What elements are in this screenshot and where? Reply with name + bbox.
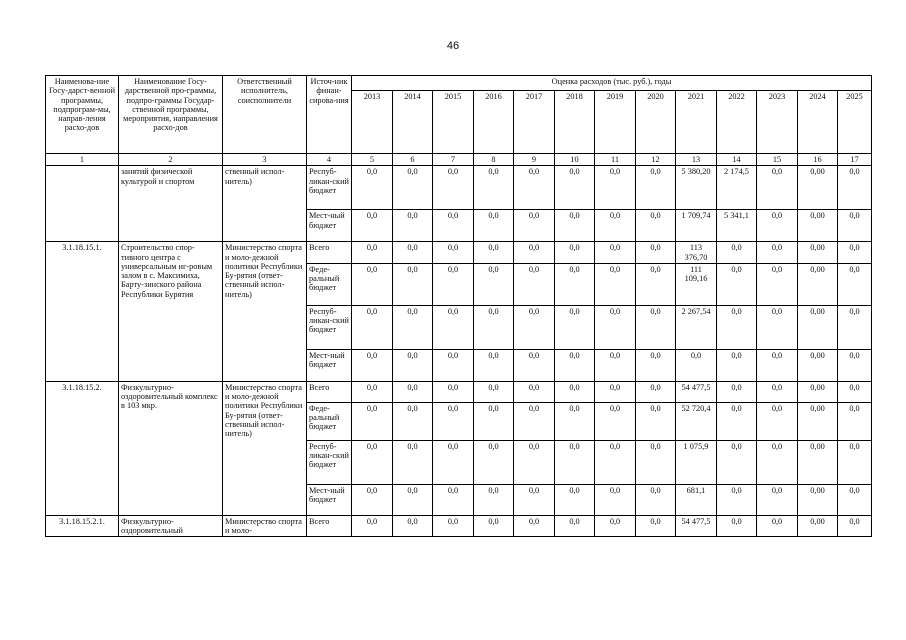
column-number: 17 [838, 154, 872, 166]
value-cell: 2 174,5 [717, 166, 757, 210]
program-code: 3.1.18.15.2.1. [46, 515, 119, 537]
value-cell: 0,0 [838, 263, 872, 305]
value-cell: 0,0 [595, 210, 636, 242]
value-cell: 1 709,74 [676, 210, 717, 242]
program-code: 3.1.18.15.1. [46, 242, 119, 382]
program-name: Физкультурно-оздоровительный [119, 515, 223, 537]
value-cell: 0,0 [636, 210, 676, 242]
value-cell: 0,0 [757, 381, 798, 402]
value-cell: 0,0 [838, 210, 872, 242]
value-cell: 0,0 [717, 402, 757, 440]
value-cell: 0,0 [636, 242, 676, 264]
header-executor: Ответственный исполнитель, соисполнители [223, 76, 307, 154]
value-cell: 0,0 [555, 381, 595, 402]
year-cell: 2018 [555, 91, 595, 154]
page-number: 46 [446, 40, 460, 52]
value-cell: 0,0 [474, 210, 514, 242]
funding-source: Феде-ральный бюджет [307, 402, 352, 440]
program-code [46, 166, 119, 242]
value-cell: 0,0 [393, 484, 433, 515]
value-cell: 0,0 [555, 305, 595, 349]
funding-source: Всего [307, 515, 352, 537]
value-cell: 0,0 [555, 263, 595, 305]
value-cell: 0,0 [757, 484, 798, 515]
value-cell: 0,0 [717, 305, 757, 349]
column-number: 11 [595, 154, 636, 166]
value-cell: 0,0 [514, 402, 555, 440]
funding-source: Всего [307, 242, 352, 264]
executor: ственный испол-нитель) [223, 166, 307, 242]
value-cell: 0,0 [352, 166, 393, 210]
column-number: 15 [757, 154, 798, 166]
value-cell: 0,0 [717, 484, 757, 515]
year-cell: 2021 [676, 91, 717, 154]
value-cell: 0,0 [838, 166, 872, 210]
value-cell: 0,0 [636, 515, 676, 537]
value-cell: 0,0 [393, 242, 433, 264]
column-number: 2 [119, 154, 223, 166]
value-cell: 0,0 [595, 381, 636, 402]
header-expenses: Оценка расходов (тыс. руб.), годы [352, 76, 872, 91]
value-cell: 0,0 [433, 166, 474, 210]
value-cell: 0,0 [757, 242, 798, 264]
value-cell: 0,0 [636, 263, 676, 305]
program-code: 3.1.18.15.2. [46, 381, 119, 515]
table-row [46, 242, 872, 264]
year-cell: 2016 [474, 91, 514, 154]
table-row [46, 166, 872, 210]
value-cell: 0,0 [474, 263, 514, 305]
value-cell: 0,0 [757, 166, 798, 210]
value-cell: 0,0 [838, 349, 872, 381]
value-cell: 0,0 [636, 349, 676, 381]
value-cell: 0,0 [352, 440, 393, 484]
value-cell: 0,00 [798, 305, 838, 349]
value-cell: 0,0 [595, 402, 636, 440]
column-number: 9 [514, 154, 555, 166]
value-cell: 0,0 [636, 305, 676, 349]
value-cell: 0,00 [798, 440, 838, 484]
value-cell: 0,0 [514, 263, 555, 305]
value-cell: 0,0 [636, 381, 676, 402]
value-cell: 0,0 [555, 402, 595, 440]
year-cell: 2013 [352, 91, 393, 154]
value-cell: 0,0 [474, 515, 514, 537]
funding-source: Респуб-ликан-ский бюджет [307, 166, 352, 210]
value-cell: 0,0 [352, 484, 393, 515]
value-cell: 0,0 [595, 305, 636, 349]
value-cell: 0,0 [555, 349, 595, 381]
value-cell: 0,0 [433, 440, 474, 484]
value-cell: 0,0 [393, 166, 433, 210]
value-cell: 0,0 [595, 484, 636, 515]
year-cell: 2023 [757, 91, 798, 154]
value-cell: 0,0 [636, 402, 676, 440]
column-number: 5 [352, 154, 393, 166]
column-number: 10 [555, 154, 595, 166]
value-cell: 0,0 [636, 166, 676, 210]
value-cell: 0,0 [433, 402, 474, 440]
value-cell: 0,0 [433, 305, 474, 349]
column-number: 13 [676, 154, 717, 166]
year-cell: 2015 [433, 91, 474, 154]
funding-source: Респуб-ликан-ский бюджет [307, 305, 352, 349]
value-cell: 0,0 [838, 515, 872, 537]
value-cell: 0,0 [757, 402, 798, 440]
value-cell: 0,0 [757, 440, 798, 484]
value-cell: 0,0 [474, 440, 514, 484]
year-cell: 2020 [636, 91, 676, 154]
column-number: 12 [636, 154, 676, 166]
value-cell: 0,0 [717, 381, 757, 402]
column-number: 6 [393, 154, 433, 166]
value-cell: 0,0 [595, 440, 636, 484]
value-cell: 0,0 [474, 349, 514, 381]
value-cell: 0,0 [555, 440, 595, 484]
value-cell: 0,0 [595, 349, 636, 381]
value-cell: 0,00 [798, 349, 838, 381]
value-cell: 0,0 [514, 381, 555, 402]
header-program-code: Наименова-ние Госу-дарст-венной программы, подпрограм-мы, направ-ления расхо-дов [46, 76, 119, 154]
value-cell: 0,00 [798, 402, 838, 440]
value-cell: 0,0 [352, 515, 393, 537]
value-cell: 0,0 [393, 381, 433, 402]
value-cell: 0,0 [393, 440, 433, 484]
value-cell: 0,0 [838, 381, 872, 402]
value-cell: 0,0 [595, 263, 636, 305]
value-cell: 54 477,5 [676, 515, 717, 537]
value-cell: 0,0 [474, 305, 514, 349]
value-cell: 0,0 [717, 440, 757, 484]
table-header-row [46, 76, 872, 91]
value-cell: 0,00 [798, 515, 838, 537]
value-cell: 0,0 [717, 263, 757, 305]
value-cell: 0,0 [433, 484, 474, 515]
value-cell: 0,0 [393, 305, 433, 349]
value-cell: 0,0 [757, 305, 798, 349]
value-cell: 0,0 [352, 242, 393, 264]
value-cell: 0,0 [555, 484, 595, 515]
executor: Министерство спорта и моло-дежной политики Республики Бу-рятия (ответ-ственный испол-нитель) [223, 242, 307, 382]
value-cell: 0,0 [352, 349, 393, 381]
year-cell: 2025 [838, 91, 872, 154]
value-cell: 0,00 [798, 242, 838, 264]
year-cell: 2019 [595, 91, 636, 154]
value-cell: 0,0 [393, 402, 433, 440]
value-cell: 54 477,5 [676, 381, 717, 402]
value-cell: 0,0 [514, 305, 555, 349]
value-cell: 111 109,16 [676, 263, 717, 305]
funding-source: Мест-ный бюджет [307, 484, 352, 515]
value-cell: 0,0 [393, 210, 433, 242]
value-cell: 0,0 [474, 242, 514, 264]
value-cell: 0,0 [838, 305, 872, 349]
value-cell: 0,0 [433, 242, 474, 264]
value-cell: 0,0 [717, 242, 757, 264]
executor: Министерство спорта и моло-дежной политики Республики Бу-рятия (ответ-ственный испол-нитель) [223, 381, 307, 515]
value-cell: 0,0 [555, 166, 595, 210]
value-cell: 0,0 [636, 440, 676, 484]
value-cell: 0,0 [514, 515, 555, 537]
column-number-row [46, 154, 872, 166]
value-cell: 0,0 [393, 515, 433, 537]
value-cell: 0,00 [798, 263, 838, 305]
value-cell: 0,0 [717, 349, 757, 381]
value-cell: 0,0 [352, 381, 393, 402]
value-cell: 0,0 [555, 210, 595, 242]
column-number: 4 [307, 154, 352, 166]
column-number: 16 [798, 154, 838, 166]
executor: Министерство спорта и моло- [223, 515, 307, 537]
value-cell: 0,00 [798, 210, 838, 242]
value-cell: 0,0 [393, 263, 433, 305]
value-cell: 0,0 [555, 242, 595, 264]
value-cell: 0,0 [514, 440, 555, 484]
funding-source: Респуб-ликан-ский бюджет [307, 440, 352, 484]
value-cell: 0,0 [433, 381, 474, 402]
value-cell: 0,0 [757, 349, 798, 381]
value-cell: 0,0 [514, 166, 555, 210]
funding-source: Всего [307, 381, 352, 402]
value-cell: 0,0 [352, 402, 393, 440]
year-cell: 2017 [514, 91, 555, 154]
year-cell: 2022 [717, 91, 757, 154]
value-cell: 0,0 [433, 349, 474, 381]
value-cell: 0,0 [352, 305, 393, 349]
value-cell: 5 380,20 [676, 166, 717, 210]
column-number: 8 [474, 154, 514, 166]
value-cell: 52 720,4 [676, 402, 717, 440]
value-cell: 0,0 [757, 263, 798, 305]
value-cell: 0,0 [352, 263, 393, 305]
column-number: 7 [433, 154, 474, 166]
value-cell: 0,0 [393, 349, 433, 381]
value-cell: 0,0 [838, 242, 872, 264]
value-cell: 0,0 [595, 515, 636, 537]
value-cell: 2 267,54 [676, 305, 717, 349]
year-cell: 2014 [393, 91, 433, 154]
program-name: занятий физической культурой и спортом [119, 166, 223, 242]
column-number: 3 [223, 154, 307, 166]
value-cell: 0,0 [757, 515, 798, 537]
column-number: 14 [717, 154, 757, 166]
value-cell: 0,0 [838, 484, 872, 515]
value-cell: 0,0 [514, 242, 555, 264]
value-cell: 0,0 [555, 515, 595, 537]
value-cell: 0,0 [474, 484, 514, 515]
value-cell: 0,00 [798, 484, 838, 515]
value-cell: 113 376,70 [676, 242, 717, 264]
value-cell: 0,0 [352, 210, 393, 242]
value-cell: 1 075,9 [676, 440, 717, 484]
year-cell: 2024 [798, 91, 838, 154]
header-program-name: Наименование Госу-дарственной про-граммы, подпро-граммы Государ-ственной программы, мероприятия, направления расхо-дов [119, 76, 223, 154]
header-funding-source: Источ-ник финан-сирова-ния [307, 76, 352, 154]
value-cell: 0,0 [474, 402, 514, 440]
value-cell: 0,0 [636, 484, 676, 515]
value-cell: 0,0 [757, 210, 798, 242]
value-cell: 0,0 [474, 381, 514, 402]
value-cell: 0,0 [433, 210, 474, 242]
program-name: Строительство спор-тивного центра с универсальным иг-ровым залом в с. Максимиха, Барту-зинского района Республики Бурятия [119, 242, 223, 382]
value-cell: 0,0 [433, 515, 474, 537]
value-cell: 0,0 [838, 402, 872, 440]
table-row [46, 515, 872, 537]
value-cell: 0,0 [717, 515, 757, 537]
value-cell: 5 341,1 [717, 210, 757, 242]
value-cell: 681,1 [676, 484, 717, 515]
value-cell: 0,0 [838, 440, 872, 484]
value-cell: 0,0 [514, 484, 555, 515]
budget-table [45, 75, 872, 537]
value-cell: 0,0 [595, 166, 636, 210]
funding-source: Феде-ральный бюджет [307, 263, 352, 305]
funding-source: Мест-ный бюджет [307, 210, 352, 242]
table-row [46, 381, 872, 402]
value-cell: 0,00 [798, 381, 838, 402]
value-cell: 0,0 [514, 210, 555, 242]
value-cell: 0,0 [474, 166, 514, 210]
value-cell: 0,00 [798, 166, 838, 210]
value-cell: 0,0 [433, 263, 474, 305]
funding-source: Мест-ный бюджет [307, 349, 352, 381]
column-number: 1 [46, 154, 119, 166]
value-cell: 0,0 [676, 349, 717, 381]
value-cell: 0,0 [514, 349, 555, 381]
value-cell: 0,0 [595, 242, 636, 264]
program-name: Физкультурно-оздоровительный комплекс в 103 мкр. [119, 381, 223, 515]
